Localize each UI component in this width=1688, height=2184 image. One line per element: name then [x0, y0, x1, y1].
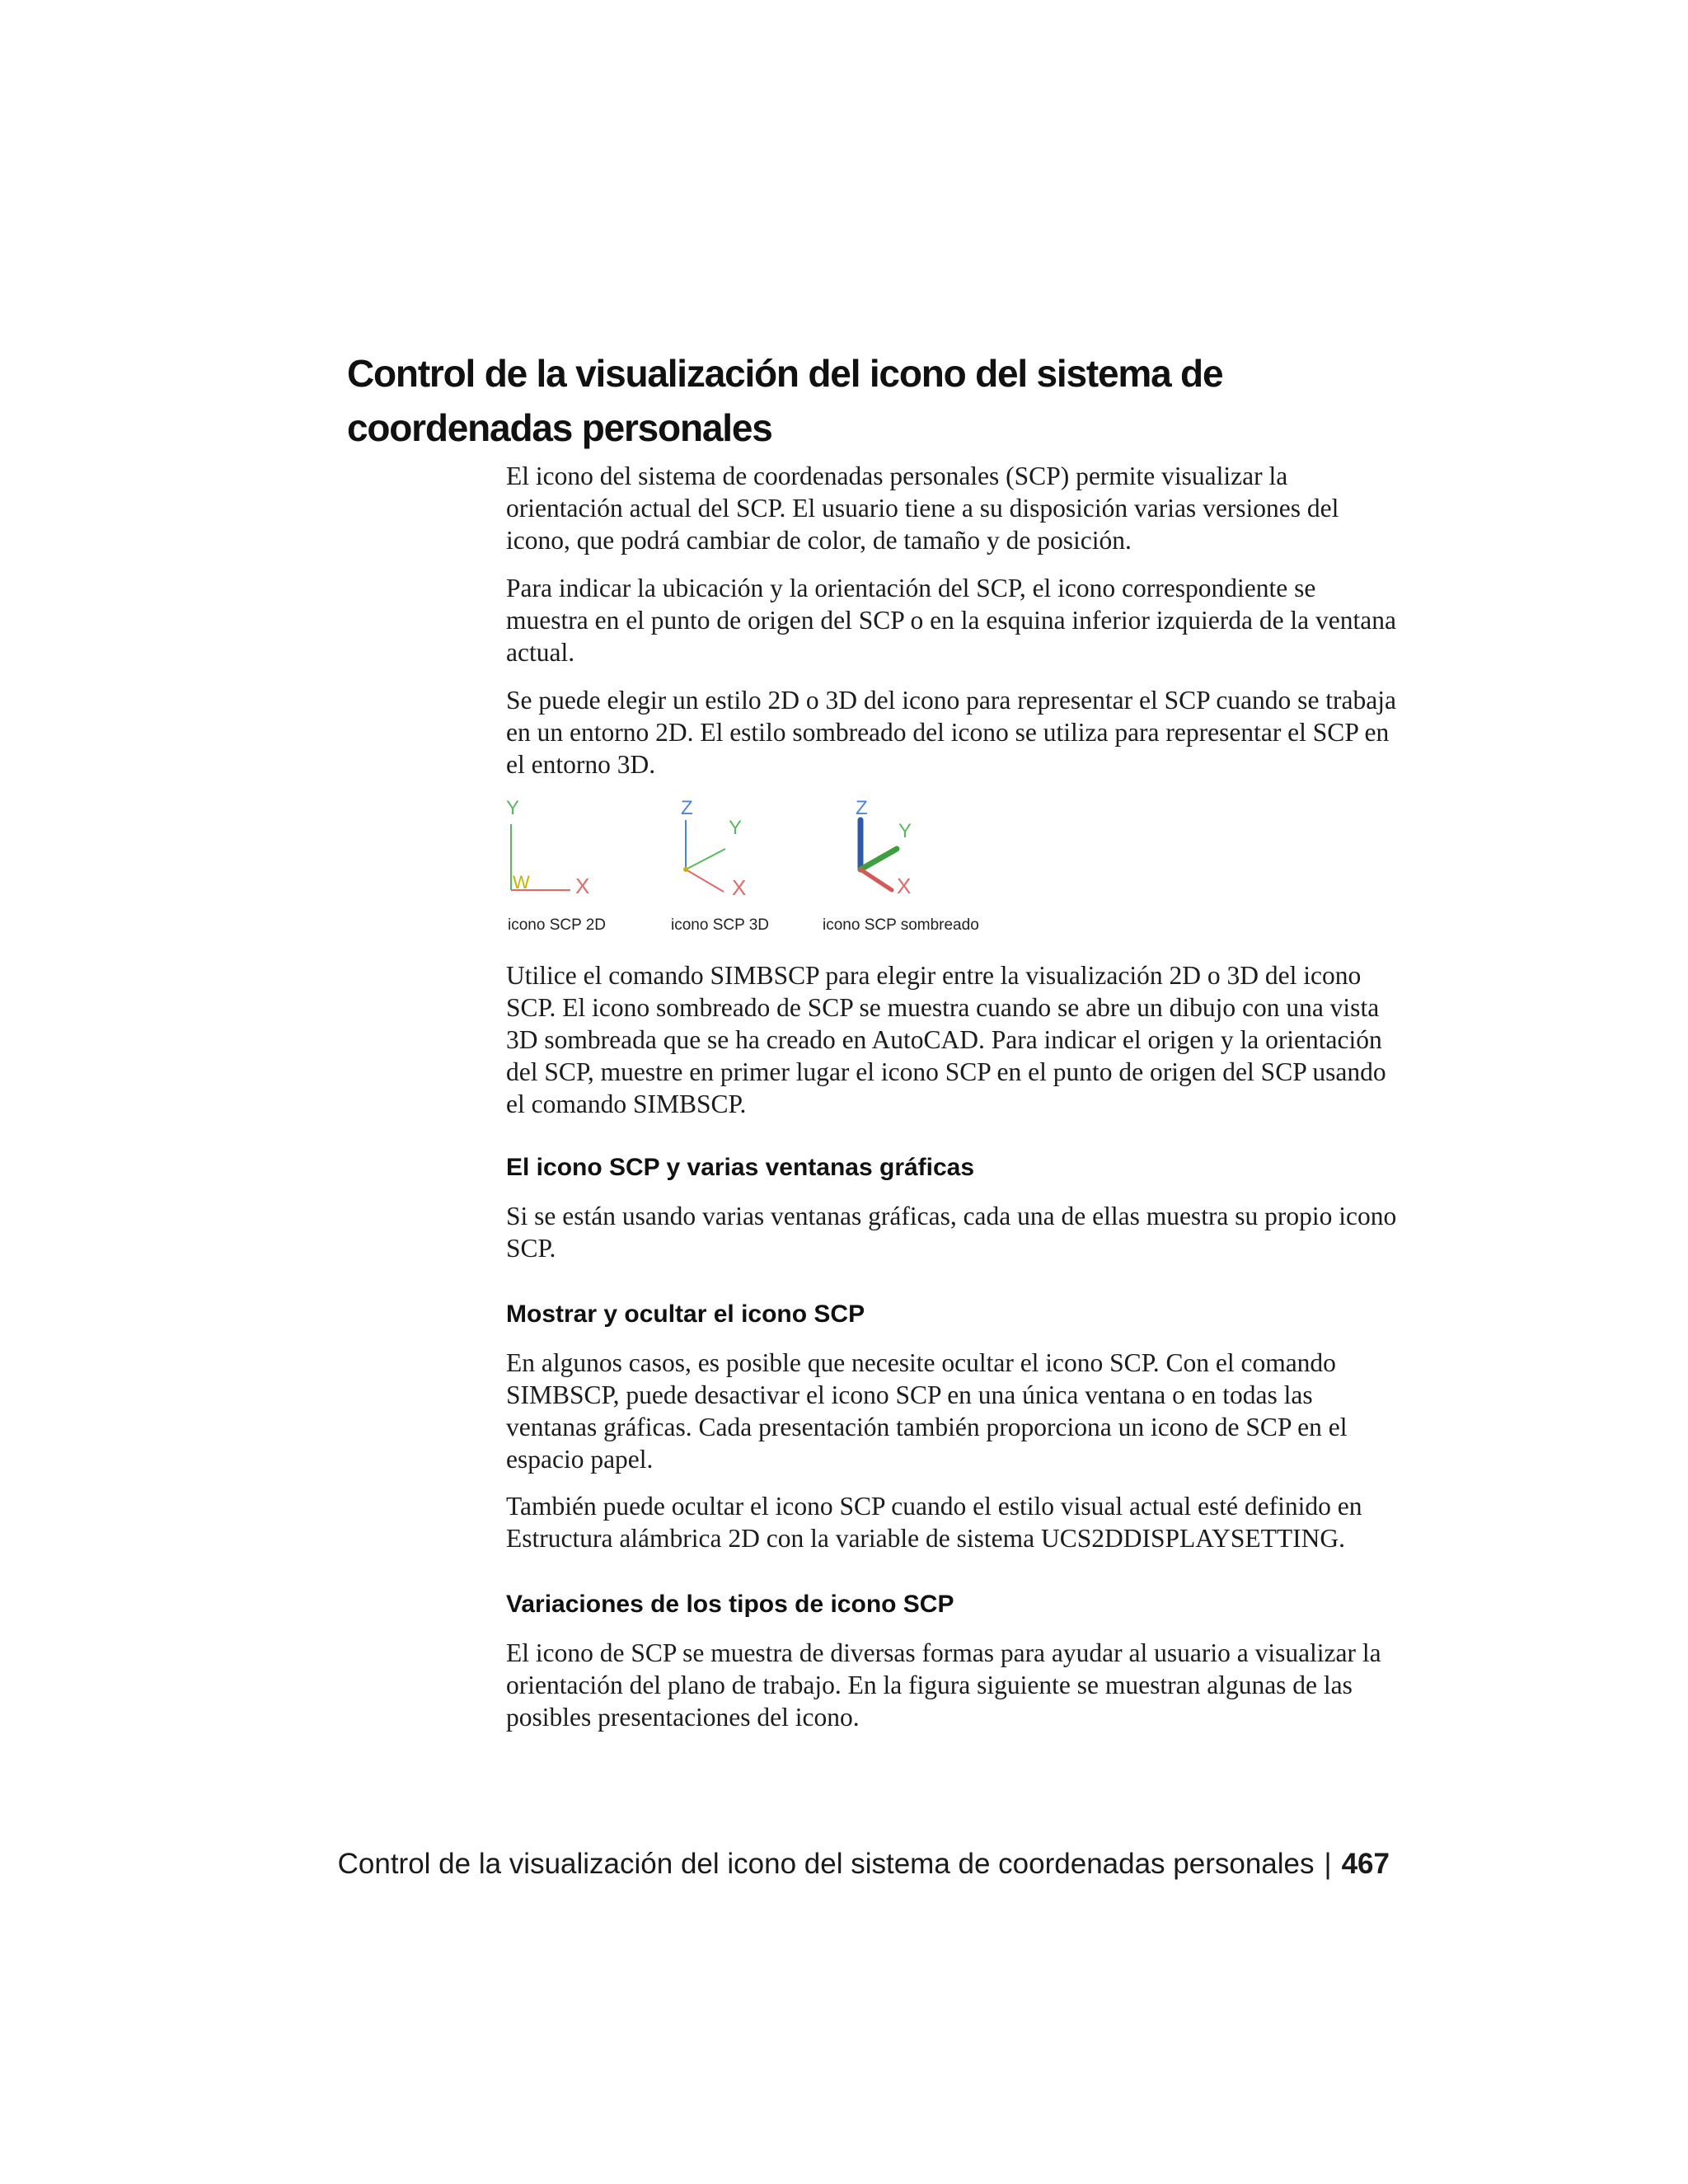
paragraph: El icono del sistema de coordenadas personales (SCP) permite visualizar la orientación actual del SCP. El usuario tiene a su disposición varias versiones del icono, que podrá cambiar de color, de tamaño y de posición. [506, 462, 1339, 555]
ucs-shaded-icon [852, 791, 968, 902]
page-footer [338, 1848, 1390, 1881]
paragraph-location [506, 572, 1398, 668]
section-heading: Variaciones de los tipos de icono SCP [506, 1591, 954, 1618]
axis-label-w: W [513, 872, 530, 893]
footer-separator: | [1324, 1848, 1332, 1880]
paragraph: Para indicar la ubicación y la orientación del SCP, el icono correspondiente se muestra en el punto de origen del SCP o en la esquina inferior izquierda de la ventana actual. [506, 574, 1396, 667]
paragraph-viewports [506, 1200, 1398, 1264]
axis-label-x: X [732, 875, 747, 898]
caption-3d: icono SCP 3D [671, 916, 769, 934]
paragraph: Se puede elegir un estilo 2D o 3D del icono para representar el SCP cuando se trabaja en un entorno 2D. El estilo sombreado del icono se utiliza para representar el SCP en el entorno 3D. [506, 686, 1396, 779]
axis-label-x: X [897, 874, 912, 898]
section-heading: Mostrar y ocultar el icono SCP [506, 1301, 865, 1328]
axis-label-y: Y [506, 797, 520, 819]
axis-label-z: Z [681, 797, 693, 819]
paragraph: También puede ocultar el icono SCP cuando el estilo visual actual esté definido en Estructura alámbrica 2D con la variable de sistema UCS2DDISPLAYSETTING. [506, 1492, 1362, 1553]
ucs-icons-figure [506, 791, 1083, 940]
paragraph-intro [506, 460, 1398, 556]
paragraph: Si se están usando varias ventanas gráficas, cada una de ellas muestra su propio icono SCP. [506, 1202, 1397, 1263]
caption-2d: icono SCP 2D [508, 916, 606, 934]
page-title: Control de la visualización del icono del sistema de coordenadas personales [347, 352, 1223, 449]
paragraph-visual-style [506, 1490, 1398, 1554]
paragraph-variations [506, 1637, 1398, 1733]
paragraph: El icono de SCP se muestra de diversas formas para ayudar al usuario a visualizar la orientación del plano de trabajo. En la figura siguiente se muestran algunas de las posibles presentaciones del icono. [506, 1638, 1381, 1732]
paragraph: En algunos casos, es posible que necesite ocultar el icono SCP. Con el comando SIMBSCP, puede desactivar el icono SCP en una única ventana o en todas las ventanas gráficas. Cada presentación también proporciona un icono de SCP en el espacio papel. [506, 1348, 1348, 1474]
caption-shaded: icono SCP sombreado [823, 916, 979, 934]
paragraph-hide [506, 1347, 1398, 1475]
axis-label-z: Z [856, 797, 868, 819]
paragraph-simbscp [506, 959, 1398, 1120]
paragraph-styles [506, 684, 1398, 780]
page-number: 467 [1341, 1848, 1390, 1880]
running-title: Control de la visualización del icono del sistema de coordenadas personales [337, 1848, 1315, 1880]
ucs-3d-icon [668, 791, 783, 902]
ucs-2d-icon [506, 791, 613, 902]
axis-label-x: X [575, 874, 590, 898]
axis-label-y: Y [729, 817, 743, 839]
paragraph: Utilice el comando SIMBSCP para elegir entre la visualización 2D o 3D del icono SCP. El icono sombreado de SCP se muestra cuando se abre un dibujo con una vista 3D sombreada que se ha creado en AutoCAD. Para indicar el origen y la orientación del SCP, muestre en primer lugar el icono SCP en el punto de origen del SCP usando el comando SIMBSCP. [506, 961, 1386, 1118]
axis-label-y: Y [898, 820, 912, 842]
section-heading: El icono SCP y varias ventanas gráficas [506, 1154, 975, 1181]
